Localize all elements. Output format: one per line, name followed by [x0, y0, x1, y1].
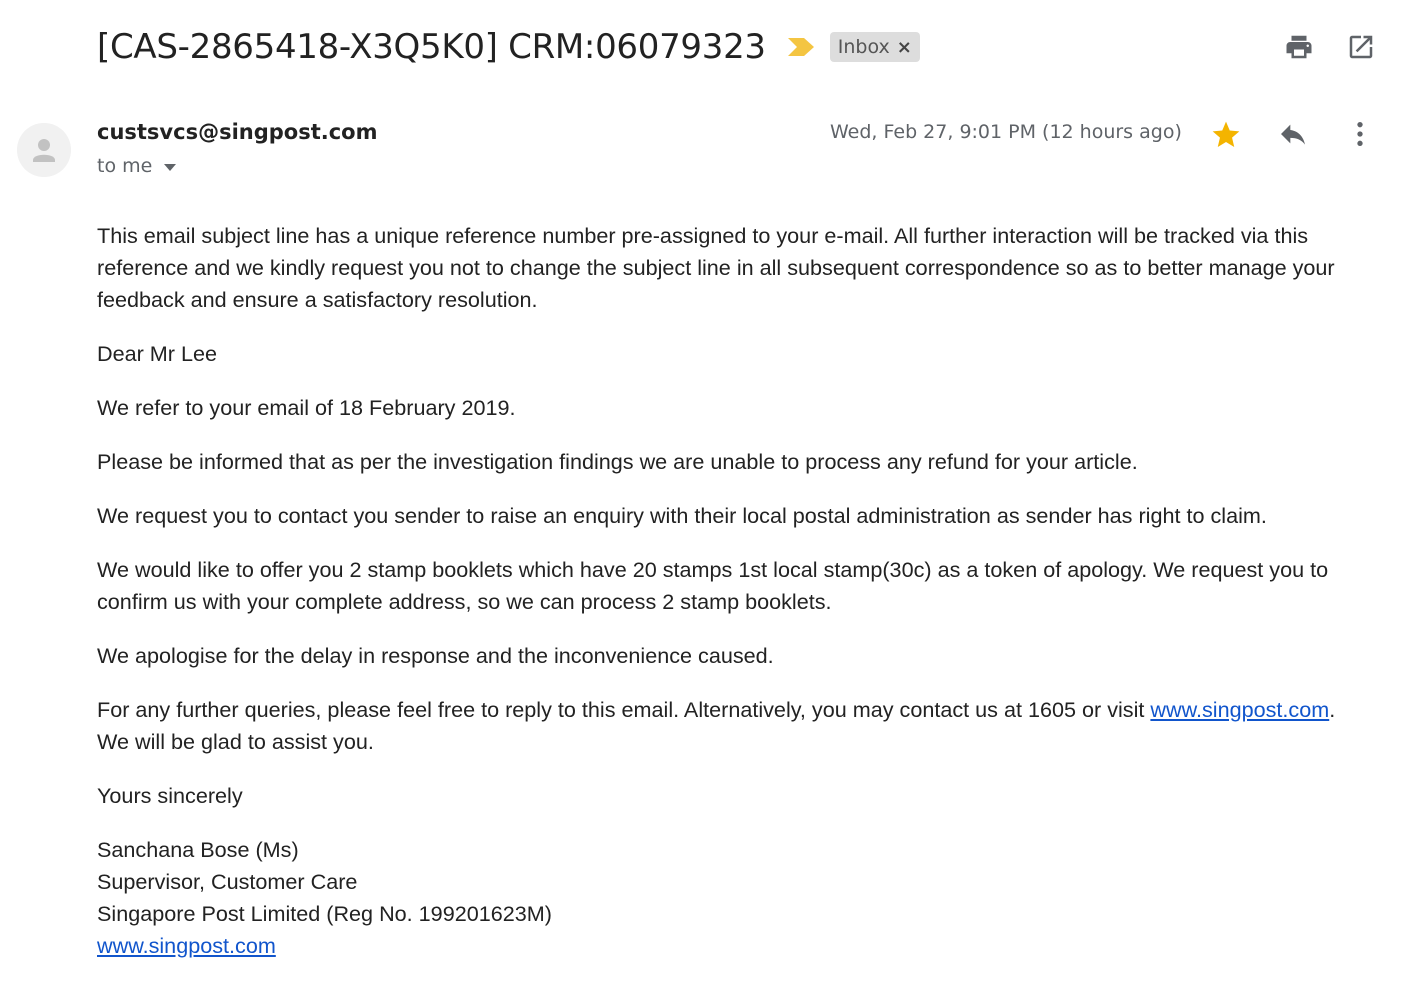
- label-chip-text: Inbox: [837, 36, 890, 58]
- default-avatar-icon: [17, 123, 71, 177]
- recipient-details-toggle[interactable]: [97, 155, 176, 177]
- contact-text-end: . We will be glad to assist you.: [97, 697, 1336, 754]
- greeting: Dear Mr Lee: [97, 341, 218, 366]
- body-paragraph: We refer to your email of 18 February 2019.: [97, 395, 516, 420]
- body-paragraph-contact: [97, 694, 1367, 758]
- body-paragraph: Please be informed that as per the investigation findings we are unable to process any refund for your article.: [97, 449, 1138, 474]
- signature: [97, 834, 1367, 962]
- body-paragraph: We would like to offer you 2 stamp booklets which have 20 stamps 1st local stamp(30c) as a token of apology. We request you to confirm us with your complete address, so we can process 2 stamp booklets.: [97, 557, 1329, 614]
- open-in-new-window-icon[interactable]: [1346, 32, 1376, 62]
- reply-icon[interactable]: [1277, 118, 1309, 150]
- more-vertical-icon[interactable]: [1344, 118, 1376, 150]
- chevron-down-icon: [164, 164, 176, 171]
- sender-address[interactable]: custsvcs@singpost.com: [97, 120, 378, 144]
- email-subject: [CAS-2865418-X3Q5K0] CRM:06079323: [97, 27, 766, 67]
- remove-label-button[interactable]: ×: [896, 36, 912, 58]
- signature-title: Supervisor, Customer Care: [97, 869, 358, 894]
- star-icon[interactable]: [1210, 119, 1242, 151]
- email-date: Wed, Feb 27, 9:01 PM (12 hours ago): [830, 121, 1182, 143]
- singpost-website-link[interactable]: www.singpost.com: [1150, 697, 1330, 722]
- closing: Yours sincerely: [97, 783, 243, 808]
- email-body: [97, 220, 1367, 984]
- body-paragraph: We apologise for the delay in response and the inconvenience caused.: [97, 643, 774, 668]
- recipient-label: to me: [97, 155, 153, 177]
- signature-name: Sanchana Bose (Ms): [97, 837, 299, 862]
- contact-text: For any further queries, please feel free to reply to this email. Alternatively, you may contact us at 1605 or visit: [97, 697, 1151, 722]
- sender-avatar[interactable]: [17, 123, 71, 177]
- importance-marker-icon[interactable]: [786, 36, 816, 58]
- signature-website-link[interactable]: www.singpost.com: [97, 933, 276, 958]
- subject-row: [97, 22, 920, 72]
- label-chip-inbox: [830, 32, 920, 62]
- body-paragraph: We request you to contact you sender to raise an enquiry with their local postal administration as sender has right to claim.: [97, 503, 1267, 528]
- signature-company: Singapore Post Limited (Reg No. 199201623M): [97, 901, 552, 926]
- print-icon[interactable]: [1284, 32, 1314, 62]
- reference-notice: This email subject line has a unique reference number pre-assigned to your e-mail. All further interaction will be tracked via this reference and we kindly request you not to change the subject line in all subsequent correspondence so as to better manage your feedback and ensure a satisfactory resolution.: [97, 223, 1335, 312]
